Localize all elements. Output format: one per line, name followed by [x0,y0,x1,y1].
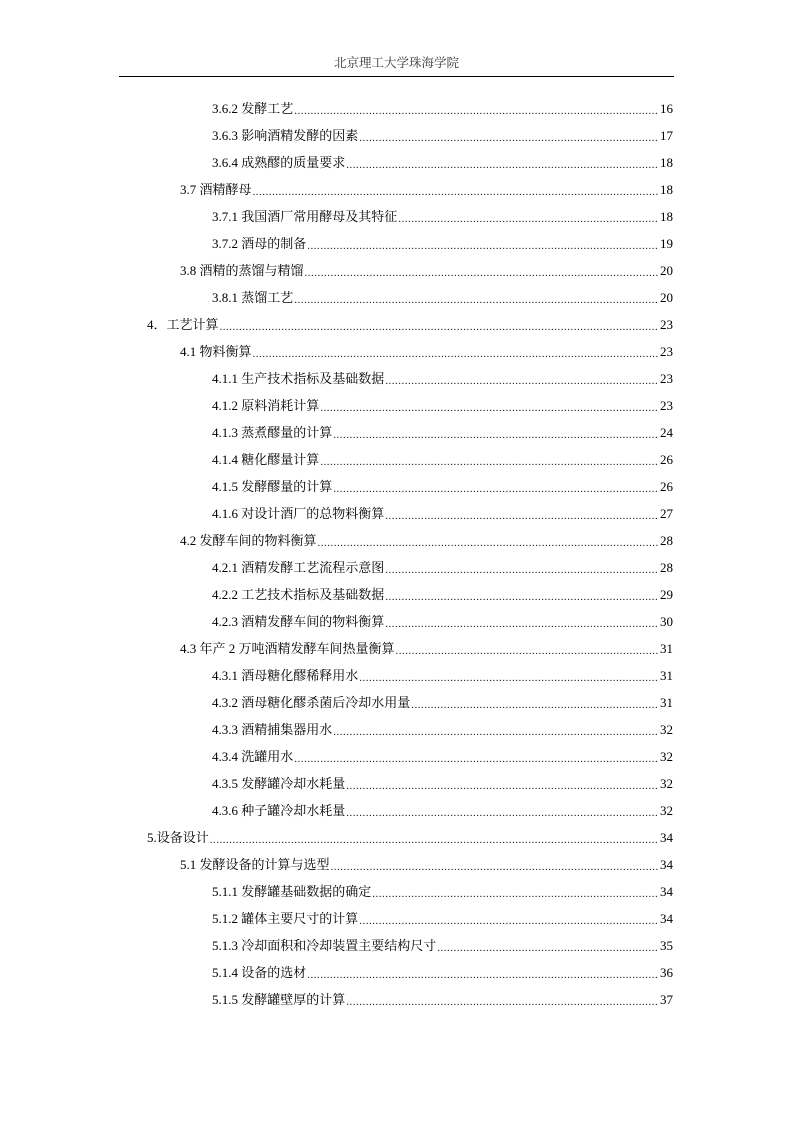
toc-entry[interactable] [212,95,673,122]
toc-entry-label: 5.1.4 设备的选材 [212,965,307,980]
toc-entry-page: 20 [660,263,673,278]
toc-entry[interactable] [212,986,673,1013]
toc-entry-label: 4.1.3 蒸煮醪量的计算 [212,425,333,440]
toc-entry-page: 34 [660,884,673,899]
dot-leader [294,98,658,125]
toc-entry-label: 4.3.3 酒精捕集器用水 [212,722,333,737]
dot-leader [253,341,658,368]
toc-entry-label: 4.3.5 发酵罐冷却水耗量 [212,776,346,791]
toc-entry-page: 32 [660,776,673,791]
dot-leader [333,719,658,746]
toc-entry[interactable] [212,608,673,635]
toc-entry-page: 23 [660,317,673,332]
dot-leader [307,962,658,989]
toc-entry[interactable] [147,824,673,851]
dot-leader [385,611,658,638]
dot-leader [396,638,658,665]
dot-leader [305,260,658,287]
toc-entry-page: 32 [660,749,673,764]
toc-entry-page: 31 [660,641,673,656]
toc-entry-page: 32 [660,722,673,737]
toc-entry-label: 5.1.3 冷却面积和冷却装置主要结构尺寸 [212,938,437,953]
toc-entry-page: 18 [660,182,673,197]
toc-entry[interactable] [212,581,673,608]
toc-entry-label: 4．工艺计算 [147,317,219,332]
toc-entry[interactable] [212,203,673,230]
toc-entry[interactable] [180,527,673,554]
toc-entry-page: 18 [660,155,673,170]
toc-entry-label: 4.3 年产 2 万吨酒精发酵车间热量衡算 [180,641,395,656]
toc-entry[interactable] [180,176,673,203]
toc-entry-page: 23 [660,398,673,413]
dot-leader [331,854,658,881]
toc-entry-page: 32 [660,803,673,818]
toc-entry[interactable] [180,851,673,878]
toc-entry[interactable] [212,392,673,419]
dot-leader [294,746,658,773]
toc-entry[interactable] [212,554,673,581]
toc-entry[interactable] [212,959,673,986]
dot-leader [320,449,658,476]
toc-entry[interactable] [212,689,673,716]
toc-entry-label: 3.7.1 我国酒厂常用酵母及其特征 [212,209,398,224]
toc-entry[interactable] [212,122,673,149]
dot-leader [385,503,658,530]
toc-entry-label: 3.6.3 影响酒精发酵的因素 [212,128,359,143]
toc-entry-page: 26 [660,452,673,467]
dot-leader [385,557,658,584]
dot-leader [437,935,658,962]
toc-entry-page: 26 [660,479,673,494]
toc-entry[interactable] [212,662,673,689]
dot-leader [346,989,658,1016]
toc-entry-page: 27 [660,506,673,521]
toc-entry-label: 4.2.1 酒精发酵工艺流程示意图 [212,560,385,575]
dot-leader [210,827,658,854]
toc-entry[interactable] [180,257,673,284]
toc-entry-page: 18 [660,209,673,224]
toc-entry-label: 4.3.4 洗罐用水 [212,749,294,764]
dot-leader [346,800,658,827]
toc-entry-page: 31 [660,695,673,710]
toc-entry-page: 34 [660,857,673,872]
toc-entry[interactable] [212,716,673,743]
toc-entry-label: 4.2.3 酒精发酵车间的物料衡算 [212,614,385,629]
toc-entry-label: 3.7.2 酒母的制备 [212,236,307,251]
toc-entry[interactable] [212,419,673,446]
toc-entry-page: 37 [660,992,673,1007]
toc-entry-page: 24 [660,425,673,440]
toc-entry-page: 17 [660,128,673,143]
toc-entry-label: 4.2 发酵车间的物料衡算 [180,533,317,548]
dot-leader [346,152,658,179]
toc-entry-page: 34 [660,911,673,926]
toc-entry[interactable] [212,932,673,959]
toc-entry[interactable] [212,743,673,770]
toc-entry-label: 4.1.1 生产技术指标及基础数据 [212,371,385,386]
dot-leader [398,206,658,233]
toc-entry-label: 4.1.6 对设计酒厂的总物料衡算 [212,506,385,521]
toc-entry-page: 28 [660,560,673,575]
toc-entry[interactable] [212,905,673,932]
toc-entry-page: 30 [660,614,673,629]
dot-leader [346,773,658,800]
toc-entry-label: 4.1.4 糖化醪量计算 [212,452,320,467]
dot-leader [220,314,658,341]
dot-leader [307,233,658,260]
dot-leader [294,287,658,314]
toc-entry-label: 5.1.5 发酵罐壁厚的计算 [212,992,346,1007]
dot-leader [253,179,658,206]
toc-entry-page: 36 [660,965,673,980]
toc-entry-label: 5.设备设计 [147,830,209,845]
toc-entry[interactable] [212,365,673,392]
toc-entry-label: 4.1.5 发酵醪量的计算 [212,479,333,494]
toc-entry[interactable] [212,446,673,473]
toc-entry[interactable] [180,635,673,662]
dot-leader [359,908,658,935]
header-rule [119,76,674,77]
toc-entry-label: 5.1.1 发酵罐基础数据的确定 [212,884,372,899]
toc-entry-page: 19 [660,236,673,251]
toc-entry-label: 4.3.1 酒母糖化醪稀释用水 [212,668,359,683]
toc-entry-label: 3.6.4 成熟醪的质量要求 [212,155,346,170]
toc-entry[interactable] [212,878,673,905]
toc-entry-page: 34 [660,830,673,845]
toc-entry-label: 4.1 物料衡算 [180,344,252,359]
toc-entry[interactable] [212,473,673,500]
dot-leader [333,476,658,503]
toc-entry-page: 28 [660,533,673,548]
dot-leader [359,125,658,152]
toc-entry-label: 3.6.2 发酵工艺 [212,101,294,116]
toc-entry-label: 3.8 酒精的蒸馏与精馏 [180,263,304,278]
toc-entry-label: 3.7 酒精酵母 [180,182,252,197]
toc-entry-page: 20 [660,290,673,305]
dot-leader [333,422,658,449]
toc-entry-label: 3.8.1 蒸馏工艺 [212,290,294,305]
toc-entry[interactable] [180,338,673,365]
toc-entry-page: 23 [660,371,673,386]
toc-entry[interactable] [212,284,673,311]
toc-entry[interactable] [147,311,673,338]
dot-leader [372,881,658,908]
dot-leader [359,665,658,692]
dot-leader [385,368,658,395]
toc-entry[interactable] [212,230,673,257]
toc-entry[interactable] [212,500,673,527]
toc-entry-page: 29 [660,587,673,602]
dot-leader [385,584,658,611]
toc-entry-page: 16 [660,101,673,116]
toc-entry-page: 23 [660,344,673,359]
toc-entry[interactable] [212,770,673,797]
toc-entry-label: 5.1 发酵设备的计算与选型 [180,857,330,872]
toc-entry[interactable] [212,797,673,824]
toc-entry-page: 31 [660,668,673,683]
toc-entry[interactable] [212,149,673,176]
toc-entry-label: 4.3.6 种子罐冷却水耗量 [212,803,346,818]
toc-entry-label: 5.1.2 罐体主要尺寸的计算 [212,911,359,926]
toc-entry-page: 35 [660,938,673,953]
page-header: 北京理工大学珠海学院 [333,56,459,70]
dot-leader [318,530,658,557]
dot-leader [320,395,658,422]
toc-entry-label: 4.2.2 工艺技术指标及基础数据 [212,587,385,602]
toc-entry-label: 4.1.2 原料消耗计算 [212,398,320,413]
toc-entry-label: 4.3.2 酒母糖化醪杀菌后冷却水用量 [212,695,411,710]
dot-leader [411,692,658,719]
